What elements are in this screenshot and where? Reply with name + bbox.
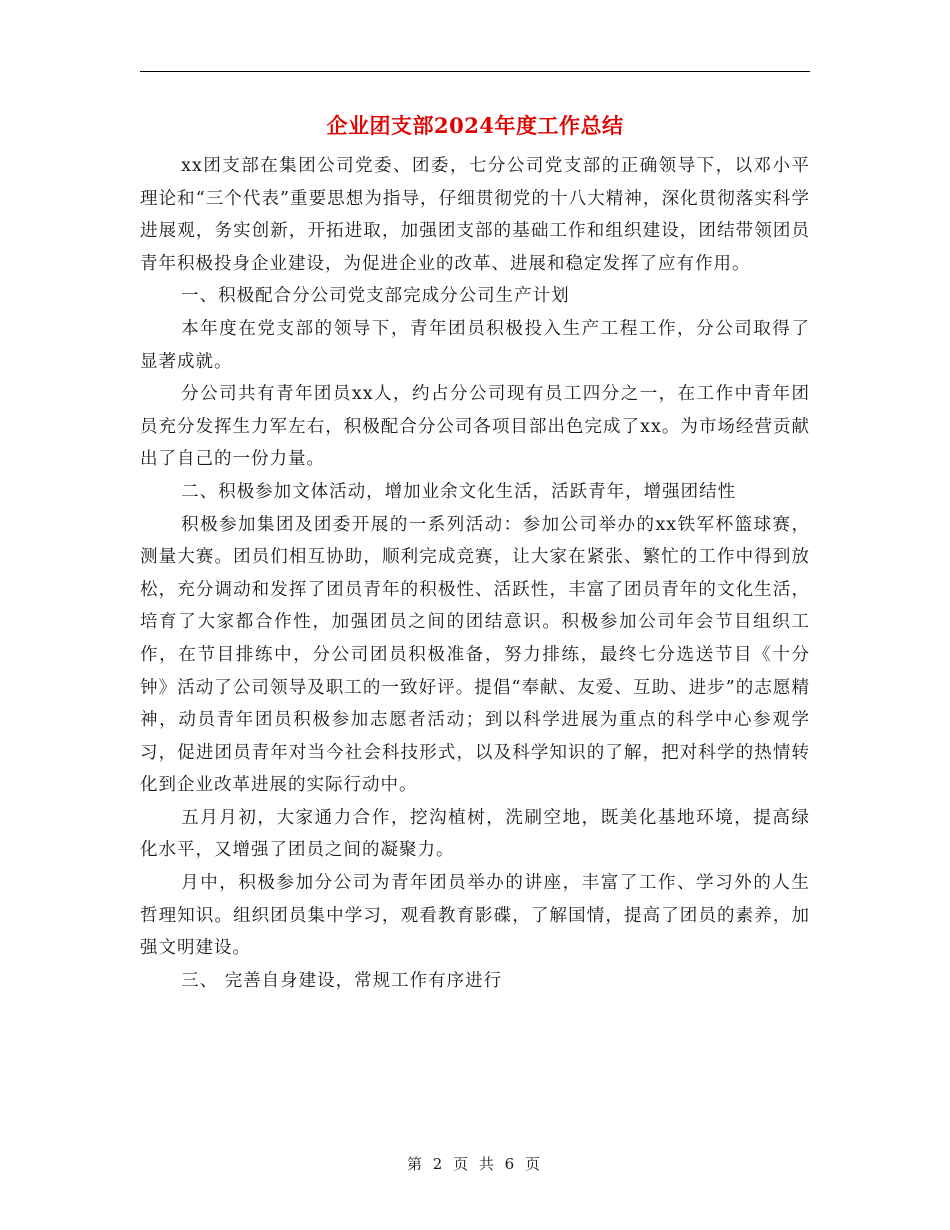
- section-heading-2: 二、积极参加文体活动，增加业余文化生活，活跃青年，增强团结性: [181, 481, 737, 502]
- section-heading-3: 三、 完善自身建设，常规工作有序进行: [181, 970, 503, 991]
- page-number-footer: 第 2 页 共 6 页: [407, 1155, 543, 1173]
- paragraph-intro: xx团支部在集团公司党委、团委，七分公司党支部的正确领导下，以邓小平理论和“三个代表”重要思想为指导，仔细贯彻党的十八大精神，深化贯彻落实科学进展观，务实创新，开拓进取，加强团支部的基础工作和组织建设，团结带领团员青年积极投身企业建设，为促进企业的改革、进展和稳定发挥了应有作用。: [140, 156, 810, 274]
- paragraph: 五月月初，大家通力合作，挖沟植树，洗刷空地，既美化基地环境，提高绿化水平，又增强了团员之间的凝聚力。: [140, 807, 810, 861]
- paragraph: 积极参加集团及团委开展的一系列活动：参加公司举办的xx铁军杯篮球赛，测量大赛。团员们相互协助，顺利完成竞赛，让大家在紧张、繁忙的工作中得到放松，充分调动和发挥了团员青年的积极性、活跃性，丰富了团员青年的文化生活，培育了大家都合作性，加强团员之间的团结意识。积极参加公司年会节目组织工作，在节目排练中，分公司团员积极准备，努力排练，最终七分选送节目《十分钟》活动了公司领导及职工的一致好评。提倡“奉献、友爱、互助、进步”的志愿精神，动员青年团员积极参加志愿者活动；到以科学进展为重点的科学中心参观学习，促进团员青年对当今社会科技形式，以及科学知识的了解，把对科学的热情转化到企业改革进展的实际行动中。: [140, 514, 810, 796]
- paragraph: 分公司共有青年团员xx人，约占分公司现有员工四分之一，在工作中青年团员充分发挥生力军左右，积极配合分公司各项目部出色完成了xx。为市场经营贡献出了自己的一份力量。: [140, 384, 810, 470]
- header-rule: [140, 71, 810, 72]
- document-body: [140, 150, 810, 997]
- paragraph: 本年度在党支部的领导下，青年团员积极投入生产工程工作，分公司取得了显著成就。: [140, 318, 810, 372]
- section-heading-1: 一、积极配合分公司党支部完成分公司生产计划: [181, 286, 570, 307]
- paragraph: 月中，积极参加分公司为青年团员举办的讲座，丰富了工作、学习外的人生哲理知识。组织团员集中学习，观看教育影碟，了解国情，提高了团员的素养，加强文明建设。: [140, 873, 810, 959]
- document-title: 企业团支部2024年度工作总结: [326, 113, 624, 138]
